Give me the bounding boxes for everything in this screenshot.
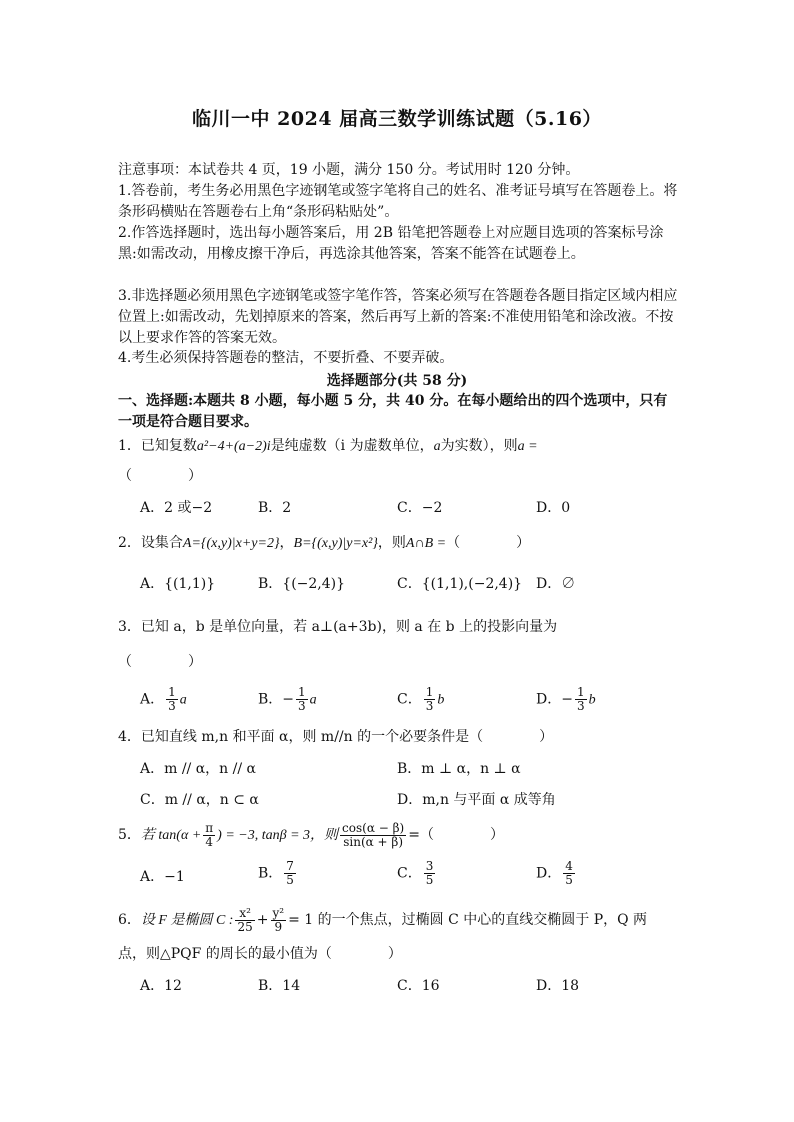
- numerator: x²: [235, 907, 254, 921]
- fraction: [235, 907, 254, 934]
- question-2: 2．设集合A={(x,y)|x+y=2}，B={(x,y)|y=x²}，则A∩B =（ ）: [118, 535, 531, 551]
- answer-blank: （ ）: [118, 468, 202, 484]
- question-text: 设集合: [140, 535, 183, 551]
- option-label: A．: [140, 691, 165, 708]
- numerator: 1: [298, 685, 306, 699]
- numerator: π: [205, 820, 214, 835]
- denominator: 25: [237, 919, 253, 934]
- question-text: 已知复数: [140, 438, 197, 454]
- numerator: y²: [272, 905, 285, 920]
- question-3: [118, 617, 678, 638]
- math-expression: a²−4+(a−2)i: [196, 439, 271, 454]
- part1-instructions: 一、选择题:本题共 8 小题，每小题 5 分，共 40 分。在每小题给出的四个选项中，只有一项是符合题目要求。: [118, 393, 668, 430]
- option-a: [140, 686, 187, 713]
- option-b: B．2: [258, 500, 292, 516]
- option-d: [536, 686, 596, 713]
- option-label: C．: [397, 865, 422, 882]
- fraction: [284, 860, 296, 887]
- question-text: 设 F 是椭圆 C :: [140, 913, 234, 928]
- question-6-line-2: 点，则△PQF 的周长的最小值为（ ）: [118, 946, 402, 962]
- numerator: 4: [565, 859, 573, 873]
- option-label: D．−: [536, 691, 573, 708]
- question-text: 为实数），则: [440, 438, 518, 454]
- question-number: 2．: [118, 535, 141, 551]
- option-b: B．{(−2,4)}: [258, 576, 346, 592]
- option-label: D．: [536, 865, 562, 882]
- option-d: D．m,n 与平面 α 成等角: [397, 792, 556, 808]
- denominator: 3: [576, 699, 585, 713]
- option-label: C．: [397, 691, 422, 708]
- set-a: A={(x,y)|x+y=2}: [182, 536, 280, 551]
- fraction: [166, 686, 178, 713]
- option-a: A．{(1,1)}: [140, 576, 216, 592]
- question-4: [118, 727, 678, 748]
- numerator: 3: [425, 859, 434, 873]
- fraction: [340, 822, 406, 849]
- vector-variable: b: [437, 692, 445, 708]
- question-number: 3．: [118, 619, 141, 635]
- option-b: [258, 686, 317, 713]
- option-b: [258, 860, 298, 887]
- numerator: cos(α − β): [342, 820, 405, 835]
- fraction: [296, 686, 308, 713]
- numerator: 1: [168, 685, 176, 699]
- math-variable: a: [433, 439, 441, 454]
- numerator: 1: [576, 685, 585, 699]
- denominator: 5: [286, 873, 294, 887]
- question-text: 已知直线 m,n 和平面 α，则 m//n 的一个必要条件是（ ）: [140, 729, 554, 745]
- answer-blank: （ ）: [446, 535, 531, 551]
- math-expression: 若 tan(α +: [140, 828, 202, 843]
- notes-header: 注意事项：本试卷共 4 页，19 小题，满分 150 分。考试用时 120 分钟。: [118, 162, 580, 178]
- option-c: C．{(1,1),(−2,4)}: [397, 576, 523, 592]
- fraction: [271, 907, 287, 934]
- answer-blank: （ ）: [118, 654, 202, 670]
- question-text: 已知 a，b 是单位向量，若 a⊥(a+3b)，则 a 在 b 上的投影向量为: [140, 619, 558, 635]
- denominator: 5: [565, 873, 573, 887]
- fraction: [563, 860, 575, 887]
- set-b: B={(x,y)|y=x²}: [293, 536, 378, 551]
- question-6: [118, 905, 678, 936]
- question-number: 4．: [118, 729, 141, 745]
- page-title: 临川一中 2024 届高三数学训练试题（5.16）: [192, 108, 602, 130]
- option-a: A．2 或−2: [140, 500, 213, 516]
- math-expression: ) = −3, tanβ = 3，则: [217, 828, 339, 843]
- note-item-1: 1.答卷前，考生务必用黑色字迹钢笔或签字笔将自己的姓名、准考证号填写在答题卷上。将条形码横贴在答题卷右上角“条形码粘贴处”。: [118, 183, 678, 220]
- question-text: ，则: [377, 535, 406, 551]
- option-c: C．−2: [397, 500, 443, 516]
- option-d: D．0: [536, 500, 571, 516]
- math-expression: A∩B =: [405, 536, 447, 551]
- note-item-2: 2.作答选择题时，选出每小题答案后，用 2B 铅笔把答题卷上对应题目选项的答案标号涂黑:如需改动，用橡皮擦干净后，再选涂其他答案，答案不能答在试题卷上。: [118, 225, 664, 262]
- question-number: 1．: [118, 438, 141, 454]
- fraction: [575, 686, 587, 713]
- option-label: B．: [258, 865, 283, 882]
- option-c: C．16: [397, 978, 440, 994]
- question-number: 5．: [118, 827, 141, 843]
- question-text: 是纯虚数（i 为虚数单位，: [270, 438, 434, 454]
- denominator: 4: [205, 834, 214, 849]
- question-number: 6．: [118, 912, 141, 928]
- option-d: D．18: [536, 978, 580, 994]
- vector-variable: b: [588, 692, 596, 708]
- question-1: [118, 436, 678, 457]
- numerator: 7: [286, 859, 294, 873]
- denominator: 3: [168, 699, 176, 713]
- option-d: [536, 860, 577, 887]
- math-expression: a =: [517, 439, 538, 454]
- plus-sign: +: [256, 912, 269, 928]
- fraction: [424, 686, 436, 713]
- option-a: A．12: [140, 978, 182, 994]
- option-a: A．−1: [140, 869, 185, 885]
- fraction: [203, 822, 215, 849]
- vector-variable: a: [309, 692, 317, 708]
- option-c: [397, 686, 444, 713]
- denominator: 5: [425, 873, 434, 887]
- vector-variable: a: [179, 692, 187, 708]
- option-b: B．m ⊥ α，n ⊥ α: [397, 761, 521, 777]
- fraction: [424, 860, 436, 887]
- denominator: 3: [298, 699, 306, 713]
- option-c: C．m // α，n ⊂ α: [140, 792, 259, 808]
- denominator: 3: [425, 699, 434, 713]
- denominator: 9: [274, 919, 283, 934]
- option-d: D．∅: [536, 576, 576, 592]
- option-b: B．14: [258, 978, 301, 994]
- option-a: A．m // α，n // α: [140, 761, 256, 777]
- numerator: 1: [425, 685, 434, 699]
- answer-blank: =（ ）: [408, 827, 504, 843]
- option-label: B．−: [258, 691, 295, 708]
- question-5: [118, 820, 678, 851]
- note-item-4: 4.考生必须保持答题卷的整洁，不要折叠、不要弄破。: [118, 350, 454, 366]
- question-text: = 1 的一个焦点，过椭圆 C 中心的直线交椭圆于 P，Q 两: [288, 912, 648, 928]
- option-c: [397, 860, 437, 887]
- denominator: sin(α + β): [343, 834, 404, 849]
- note-item-3: 3.非选择题必须用黑色字迹钢笔或签字笔作答，答案必须写在答题卷各题目指定区域内相应位置上:如需改动，先划掉原来的答案，然后再写上新的答案:不准使用铅笔和涂改液。不按以上要求作答的答案无效。: [118, 288, 678, 346]
- section-heading: 选择题部分(共 58 分): [326, 373, 468, 389]
